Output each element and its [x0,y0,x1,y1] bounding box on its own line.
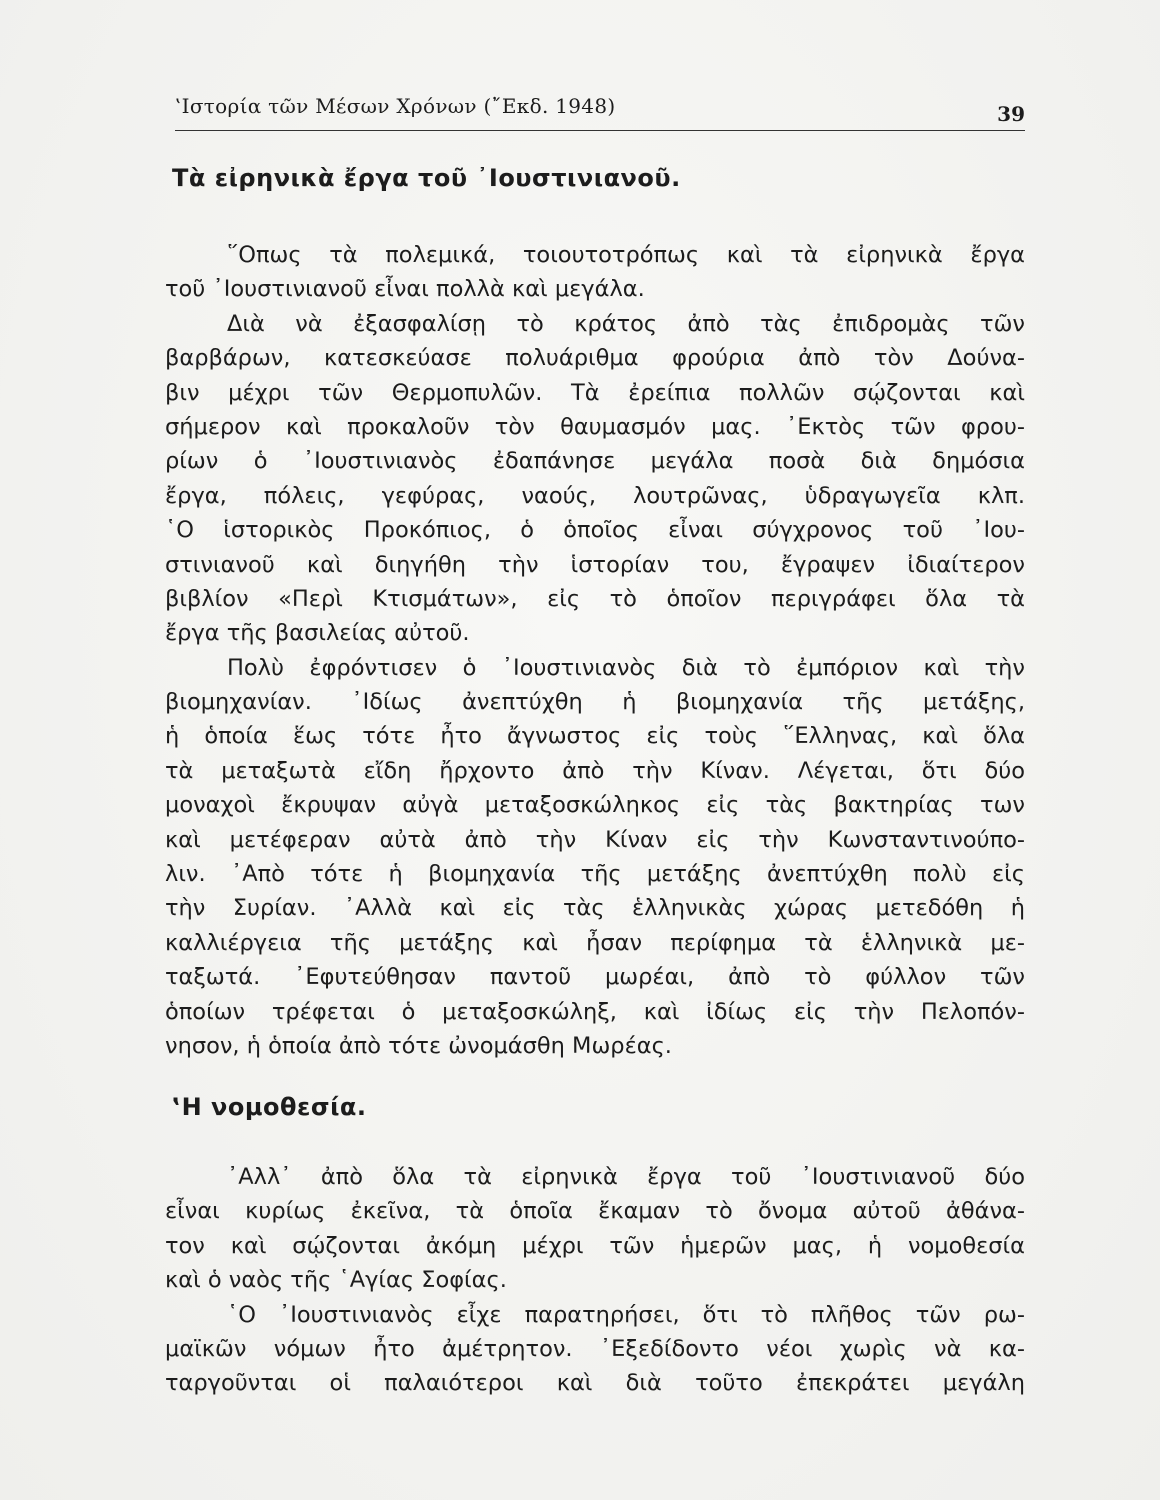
text-line: βιν μέχρι τῶν Θερμοπυλῶν. Τὰ ἐρείπια πολλῶν σῴζονται καὶ [165,379,1025,406]
section-legislation-body [165,1160,1025,1401]
text-line: σήμερον καὶ προκαλοῦν τὸν θαυμασμόν μας. ᾽Εκτὸς τῶν φρου- [165,413,1025,440]
text-line: στινιανοῦ καὶ διηγήθη τὴν ἱστορίαν του, ἔγραψεν ἰδιαίτερον [165,551,1025,578]
text-line: καὶ ὁ ναὸς τῆς ῾Αγίας Σοφίας. [165,1267,507,1294]
running-title: ‛Ιστορία τῶν Μέσων Χρόνων (῎Εκδ. 1948) [175,94,616,118]
text-line: ἔργα τῆς βασιλείας αὐτοῦ. [165,620,470,647]
text-line: μοναχοὶ ἔκρυψαν αὐγὰ μεταξοσκώληκος εἰς τὰς βακτηρίας των [165,792,1025,819]
text-line: Πολὺ ἐφρόντισεν ὁ ᾽Ιουστινιανὸς διὰ τὸ ἐμπόριον καὶ τὴν [227,654,1025,681]
page-number: 39 [997,102,1025,126]
text-line: ρίων ὁ ᾽Ιουστινιανὸς ἐδαπάνησε μεγάλα ποσὰ διὰ δημόσια [165,448,1025,475]
text-line: νησον, ἡ ὁποία ἀπὸ τότε ὠνομάσθη Μωρέας. [165,1032,672,1059]
text-line: ταξωτά. ᾽Εφυτεύθησαν παντοῦ μωρέαι, ἀπὸ τὸ φύλλον τῶν [165,964,1025,991]
text-line: τον καὶ σῴζονται ἀκόμη μέχρι τῶν ἡμερῶν μας, ἡ νομοθεσία [165,1232,1025,1259]
text-line: βιομηχανίαν. ᾽Ιδίως ἀνεπτύχθη ἡ βιομηχανία τῆς μετάξης, [165,689,1025,716]
text-line: ὁποίων τρέφεται ὁ μεταξοσκώληξ, καὶ ἰδίως εἰς τὴν Πελοπόν- [165,998,1025,1025]
text-line: ταργοῦνται οἱ παλαιότεροι καὶ διὰ τοῦτο ἐπεκράτει μεγάλη [165,1370,1025,1397]
text-line: ἔργα, πόλεις, γεφύρας, ναούς, λουτρῶνας, ὑδραγωγεῖα κλπ. [165,482,1025,509]
text-line: τὰ μεταξωτὰ εἴδη ἤρχοντο ἀπὸ τὴν Κίναν. Λέγεται, ὅτι δύο [165,757,1025,784]
section-heading-peaceful-works: Τὰ εἰρηνικὰ ἔργα τοῦ ᾽Ιουστινιανοῦ. [172,164,681,192]
text-line: καὶ μετέφεραν αὐτὰ ἀπὸ τὴν Κίναν εἰς τὴν Κωνσταντινούπο- [165,826,1025,853]
text-line: μαϊκῶν νόμων ἦτο ἀμέτρητον. ᾽Εξεδίδοντο νέοι χωρὶς νὰ κα- [165,1335,1025,1362]
text-line: λιν. ᾽Απὸ τότε ἡ βιομηχανία τῆς μετάξης ἀνεπτύχθη πολὺ εἰς [165,861,1025,888]
text-line: Διὰ νὰ ἐξασφαλίσῃ τὸ κράτος ἀπὸ τὰς ἐπιδρομὰς τῶν [227,310,1025,337]
text-line: τοῦ ᾽Ιουστινιανοῦ εἶναι πολλὰ καὶ μεγάλα. [165,276,645,303]
text-line: ῾Ο ᾽Ιουστινιανὸς εἶχε παρατηρήσει, ὅτι τὸ πλῆθος τῶν ρω- [227,1301,1025,1328]
text-line: εἶναι κυρίως ἐκεῖνα, τὰ ὁποῖα ἔκαμαν τὸ ὄνομα αὐτοῦ ἀθάνα- [165,1198,1025,1225]
text-line: ἡ ὁποία ἕως τότε ἦτο ἄγνωστος εἰς τοὺς ῞Ελληνας, καὶ ὅλα [165,723,1025,750]
text-line: καλλιέργεια τῆς μετάξης καὶ ἦσαν περίφημα τὰ ἑλληνικὰ με- [165,929,1025,956]
text-line: τὴν Συρίαν. ᾽Αλλὰ καὶ εἰς τὰς ἑλληνικὰς χώρας μετεδόθη ἡ [165,895,1025,922]
section-heading-legislation: ‛Η νομοθεσία. [172,1093,367,1121]
text-line: ῞Οπως τὰ πολεμικά, τοιουτοτρόπως καὶ τὰ εἰρηνικὰ ἔργα [227,242,1025,268]
text-line: ῾Ο ἱστορικὸς Προκόπιος, ὁ ὁποῖος εἶναι σύγχρονος τοῦ ᾽Ιου- [165,517,1025,544]
text-line: βαρβάρων, κατεσκεύασε πολυάριθμα φρούρια ἀπὸ τὸν Δούνα- [165,345,1025,372]
running-header [175,92,1025,131]
text-line: βιβλίον «Περὶ Κτισμάτων», εἰς τὸ ὁποῖον περιγράφει ὅλα τὰ [165,585,1025,612]
section-peaceful-works-body [165,238,1025,1063]
text-line: ᾽Αλλ᾽ ἀπὸ ὅλα τὰ εἰρηνικὰ ἔργα τοῦ ᾽Ιουστινιανοῦ δύο [227,1164,1025,1190]
